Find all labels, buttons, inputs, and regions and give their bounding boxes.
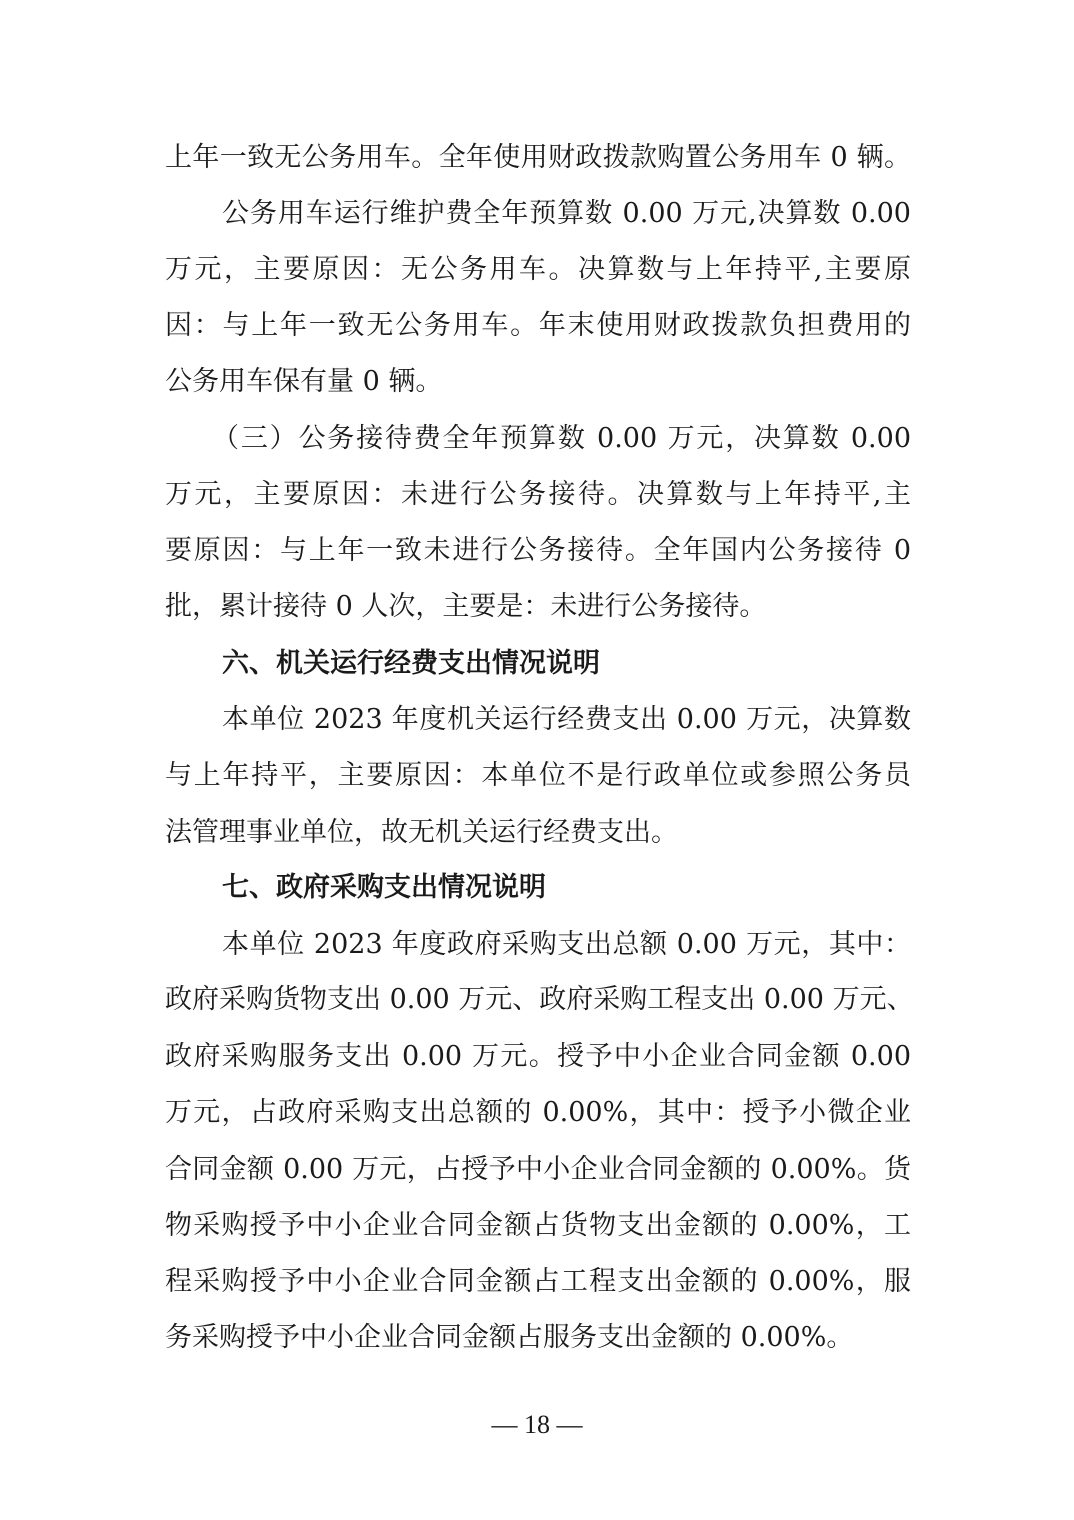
paragraph-start: 公务用车运行维护费全年预算数 0.00 万元,决算数 0.00: [222, 198, 911, 229]
paragraph-start: 本单位 2023 年度机关运行经费支出 0.00 万元，决算数: [222, 704, 911, 735]
text-line: 万元，占政府采购支出总额的 0.00%，其中：授予小微企业: [165, 1097, 911, 1128]
paragraph-start: （三）公务接待费全年预算数 0.00 万元，决算数 0.00: [212, 423, 911, 454]
text-line: 程采购授予中小企业合同金额占工程支出金额的 0.00%，服: [165, 1266, 911, 1297]
text-line: 务采购授予中小企业合同金额占服务支出金额的 0.00%。: [165, 1322, 854, 1353]
text-line: 物采购授予中小企业合同金额占货物支出金额的 0.00%，工: [165, 1210, 911, 1241]
text-line: 万元，主要原因：无公务用车。决算数与上年持平,主要原: [165, 254, 911, 285]
text-line: 政府采购服务支出 0.00 万元。授予中小企业合同金额 0.00: [165, 1041, 911, 1072]
text-line: 公务用车保有量 0 辆。: [165, 366, 443, 397]
paragraph-start: 本单位 2023 年度政府采购支出总额 0.00 万元，其中：: [222, 929, 911, 960]
text-line: 与上年持平，主要原因：本单位不是行政单位或参照公务员: [165, 760, 911, 791]
text-line: 万元，主要原因：未进行公务接待。决算数与上年持平,主: [165, 479, 911, 510]
text-line: 合同金额 0.00 万元，占授予中小企业合同金额的 0.00%。货: [165, 1154, 911, 1185]
section-heading: 七、政府采购支出情况说明: [222, 872, 546, 903]
section-heading: 六、机关运行经费支出情况说明: [222, 648, 600, 679]
text-line: 政府采购货物支出 0.00 万元、政府采购工程支出 0.00 万元、: [165, 984, 914, 1015]
text-line: 上年一致无公务用车。全年使用财政拨款购置公务用车 0 辆。: [165, 142, 911, 173]
text-line: 批，累计接待 0 人次，主要是：未进行公务接待。: [165, 591, 767, 622]
text-line: 要原因：与上年一致未进行公务接待。全年国内公务接待 0: [165, 535, 911, 566]
text-line: 因：与上年一致无公务用车。年末使用财政拨款负担费用的: [165, 310, 911, 341]
text-line: 法管理事业单位，故无机关运行经费支出。: [165, 817, 678, 848]
page-number: — 18 —: [491, 1410, 583, 1439]
